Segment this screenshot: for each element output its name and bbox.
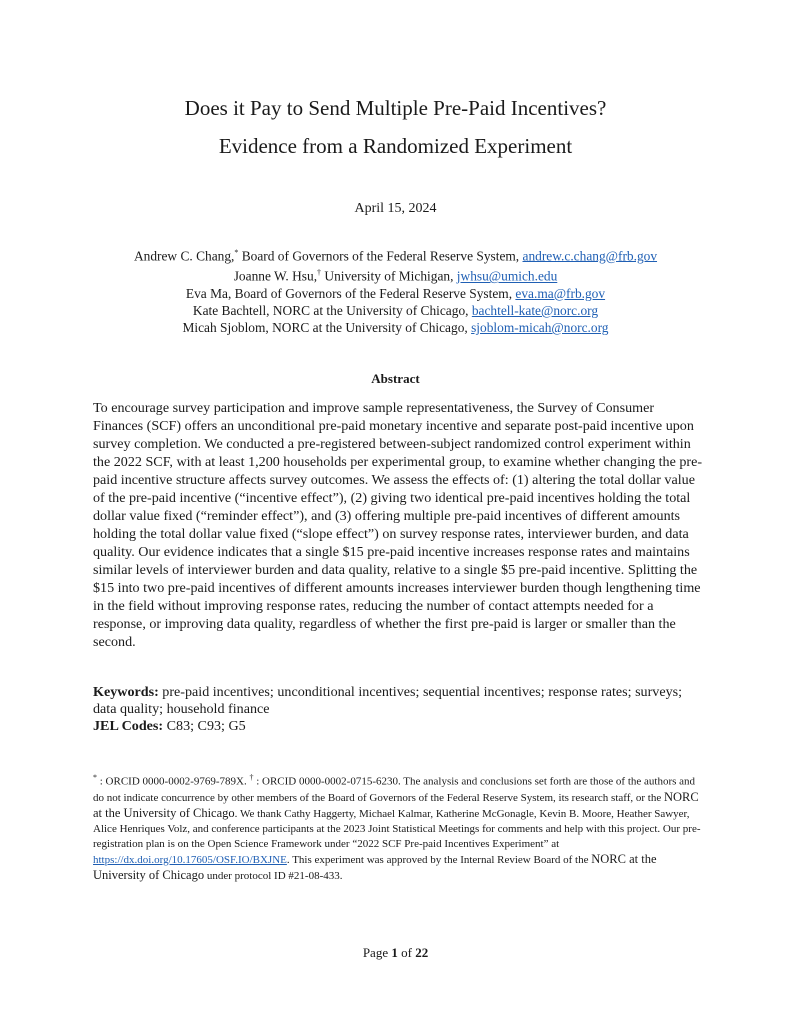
author-list <box>0 244 791 336</box>
author-footnote-mark: * <box>234 248 239 257</box>
author-name: Andrew C. Chang, <box>133 248 235 264</box>
footnote-norc-name: NORC at the University of Chicago <box>93 789 699 820</box>
jel-codes-text: C83; C93; G5 <box>163 718 246 734</box>
author-email-link[interactable]: eva.ma@frb.gov <box>515 285 606 301</box>
keywords-text: pre-paid incentives; unconditional incentives; sequential incentives; response rates; surveys; data quality; household finance <box>93 684 683 717</box>
author-line <box>0 244 791 264</box>
footnote-mark: * <box>93 773 97 782</box>
paper-title-line-1: Does it Pay to Send Multiple Pre-Paid Incentives? <box>184 96 607 120</box>
footnote-mark: † <box>249 773 254 782</box>
author-email-link[interactable]: andrew.c.chang@frb.gov <box>522 248 658 264</box>
abstract-text: To encourage survey participation and improve sample representativeness, the Survey of Consumer Finances (SCF) offers an unconditional pre-paid monetary incentive and separate post-paid incentive upon survey completion. We conducted a pre-registered between-subject randomized control experiment within the 2022 SCF, with at least 1,200 households per experimental group, to examine whether changing the pre-paid incentive structure affects survey outcomes. We assess the effects of: (1) altering the total dollar value of the pre-paid incentive (“incentive effect”), (2) giving two identical pre-paid incentives holding the total dollar value fixed (“reminder effect”), and (3) offering multiple pre-paid incentives of different amounts holding the total dollar value fixed (“slope effect”) on survey response rates, interviewer burden, and data quality. Our evidence indicates that a single $15 pre-paid incentive increases response rates and maintains similar levels of interviewer burden and data quality, relative to a single $5 pre-paid incentive. Splitting the $15 into two pre-paid incentives of different amounts increases interviewer burden though lengthening time in the field without improving response rates, reducing the number of contact attempts needed for a response, or improving data quality, regardless of whether the first pre-paid is larger or smaller than the second. <box>93 400 703 650</box>
author-affiliation: Board of Governors of the Federal Reserve System, <box>231 285 516 301</box>
page-number <box>0 945 791 961</box>
publication-date: April 15, 2024 <box>354 201 437 216</box>
footnote-orcid-1: : ORCID 0000-0002-9769-789X. <box>97 775 250 788</box>
footnote-orcid-2: : ORCID 0000-0002-0715-6230. The analysis and conclusions set forth are those of the authors and do not indicate concurrence by other members of the Board of Governors of the Federal Reserve System, its research staff, or the <box>93 775 696 804</box>
keywords-line <box>93 684 703 718</box>
author-email-link[interactable]: sjoblom-micah@norc.org <box>471 319 609 335</box>
footnote-protocol-text: under protocol ID #21-08-433. <box>204 869 343 882</box>
page-prefix: Page <box>362 945 392 960</box>
footnote <box>93 770 705 884</box>
author-affiliation: NORC at the University of Chicago, <box>269 302 472 318</box>
author-name: Kate Bachtell, <box>192 302 270 318</box>
keywords-block <box>93 684 703 735</box>
author-line <box>0 285 791 302</box>
footnote-irb-text: . This experiment was approved by the Internal Review Board of the <box>286 853 592 866</box>
author-line <box>0 302 791 319</box>
author-name: Micah Sjoblom, <box>182 319 269 335</box>
page-of: of <box>397 945 416 960</box>
author-affiliation: NORC at the University of Chicago, <box>268 319 472 335</box>
footnote-norc-name: NORC at the University of Chicago <box>93 851 657 882</box>
jel-codes-line <box>93 718 703 735</box>
author-name: Joanne W. Hsu, <box>233 268 318 284</box>
author-affiliation: University of Michigan, <box>321 268 457 284</box>
jel-codes-label: JEL Codes: <box>93 718 164 734</box>
page-total: 22 <box>415 945 429 960</box>
author-footnote-mark: † <box>317 268 322 278</box>
page-current: 1 <box>391 945 398 960</box>
author-line <box>0 264 791 284</box>
author-email-link[interactable]: jwhsu@umich.edu <box>456 268 558 284</box>
keywords-label: Keywords: <box>93 684 159 700</box>
author-affiliation: Board of Governors of the Federal Reserve System, <box>238 248 523 264</box>
osf-doi-link[interactable]: https://dx.doi.org/10.17605/OSF.IO/BXJNE <box>93 853 287 866</box>
author-email-link[interactable]: bachtell-kate@norc.org <box>471 302 599 318</box>
abstract-heading: Abstract <box>371 371 420 386</box>
author-name: Eva Ma, <box>185 285 232 301</box>
author-line <box>0 319 791 336</box>
paper-title-line-2: Evidence from a Randomized Experiment <box>218 134 573 158</box>
footnote-acknowledgements: . We thank Cathy Haggerty, Michael Kalmar, Katherine McGonagle, Kevin B. Moore, Heather Sawyer, Alice Henriques Volz, and conference participants at the 2023 Joint Statistical Meetings for comments and help with this project. Our pre-registration plan is on the Open Science Framework under “2022 SCF Pre-paid Incentives Experiment” at <box>93 807 701 850</box>
